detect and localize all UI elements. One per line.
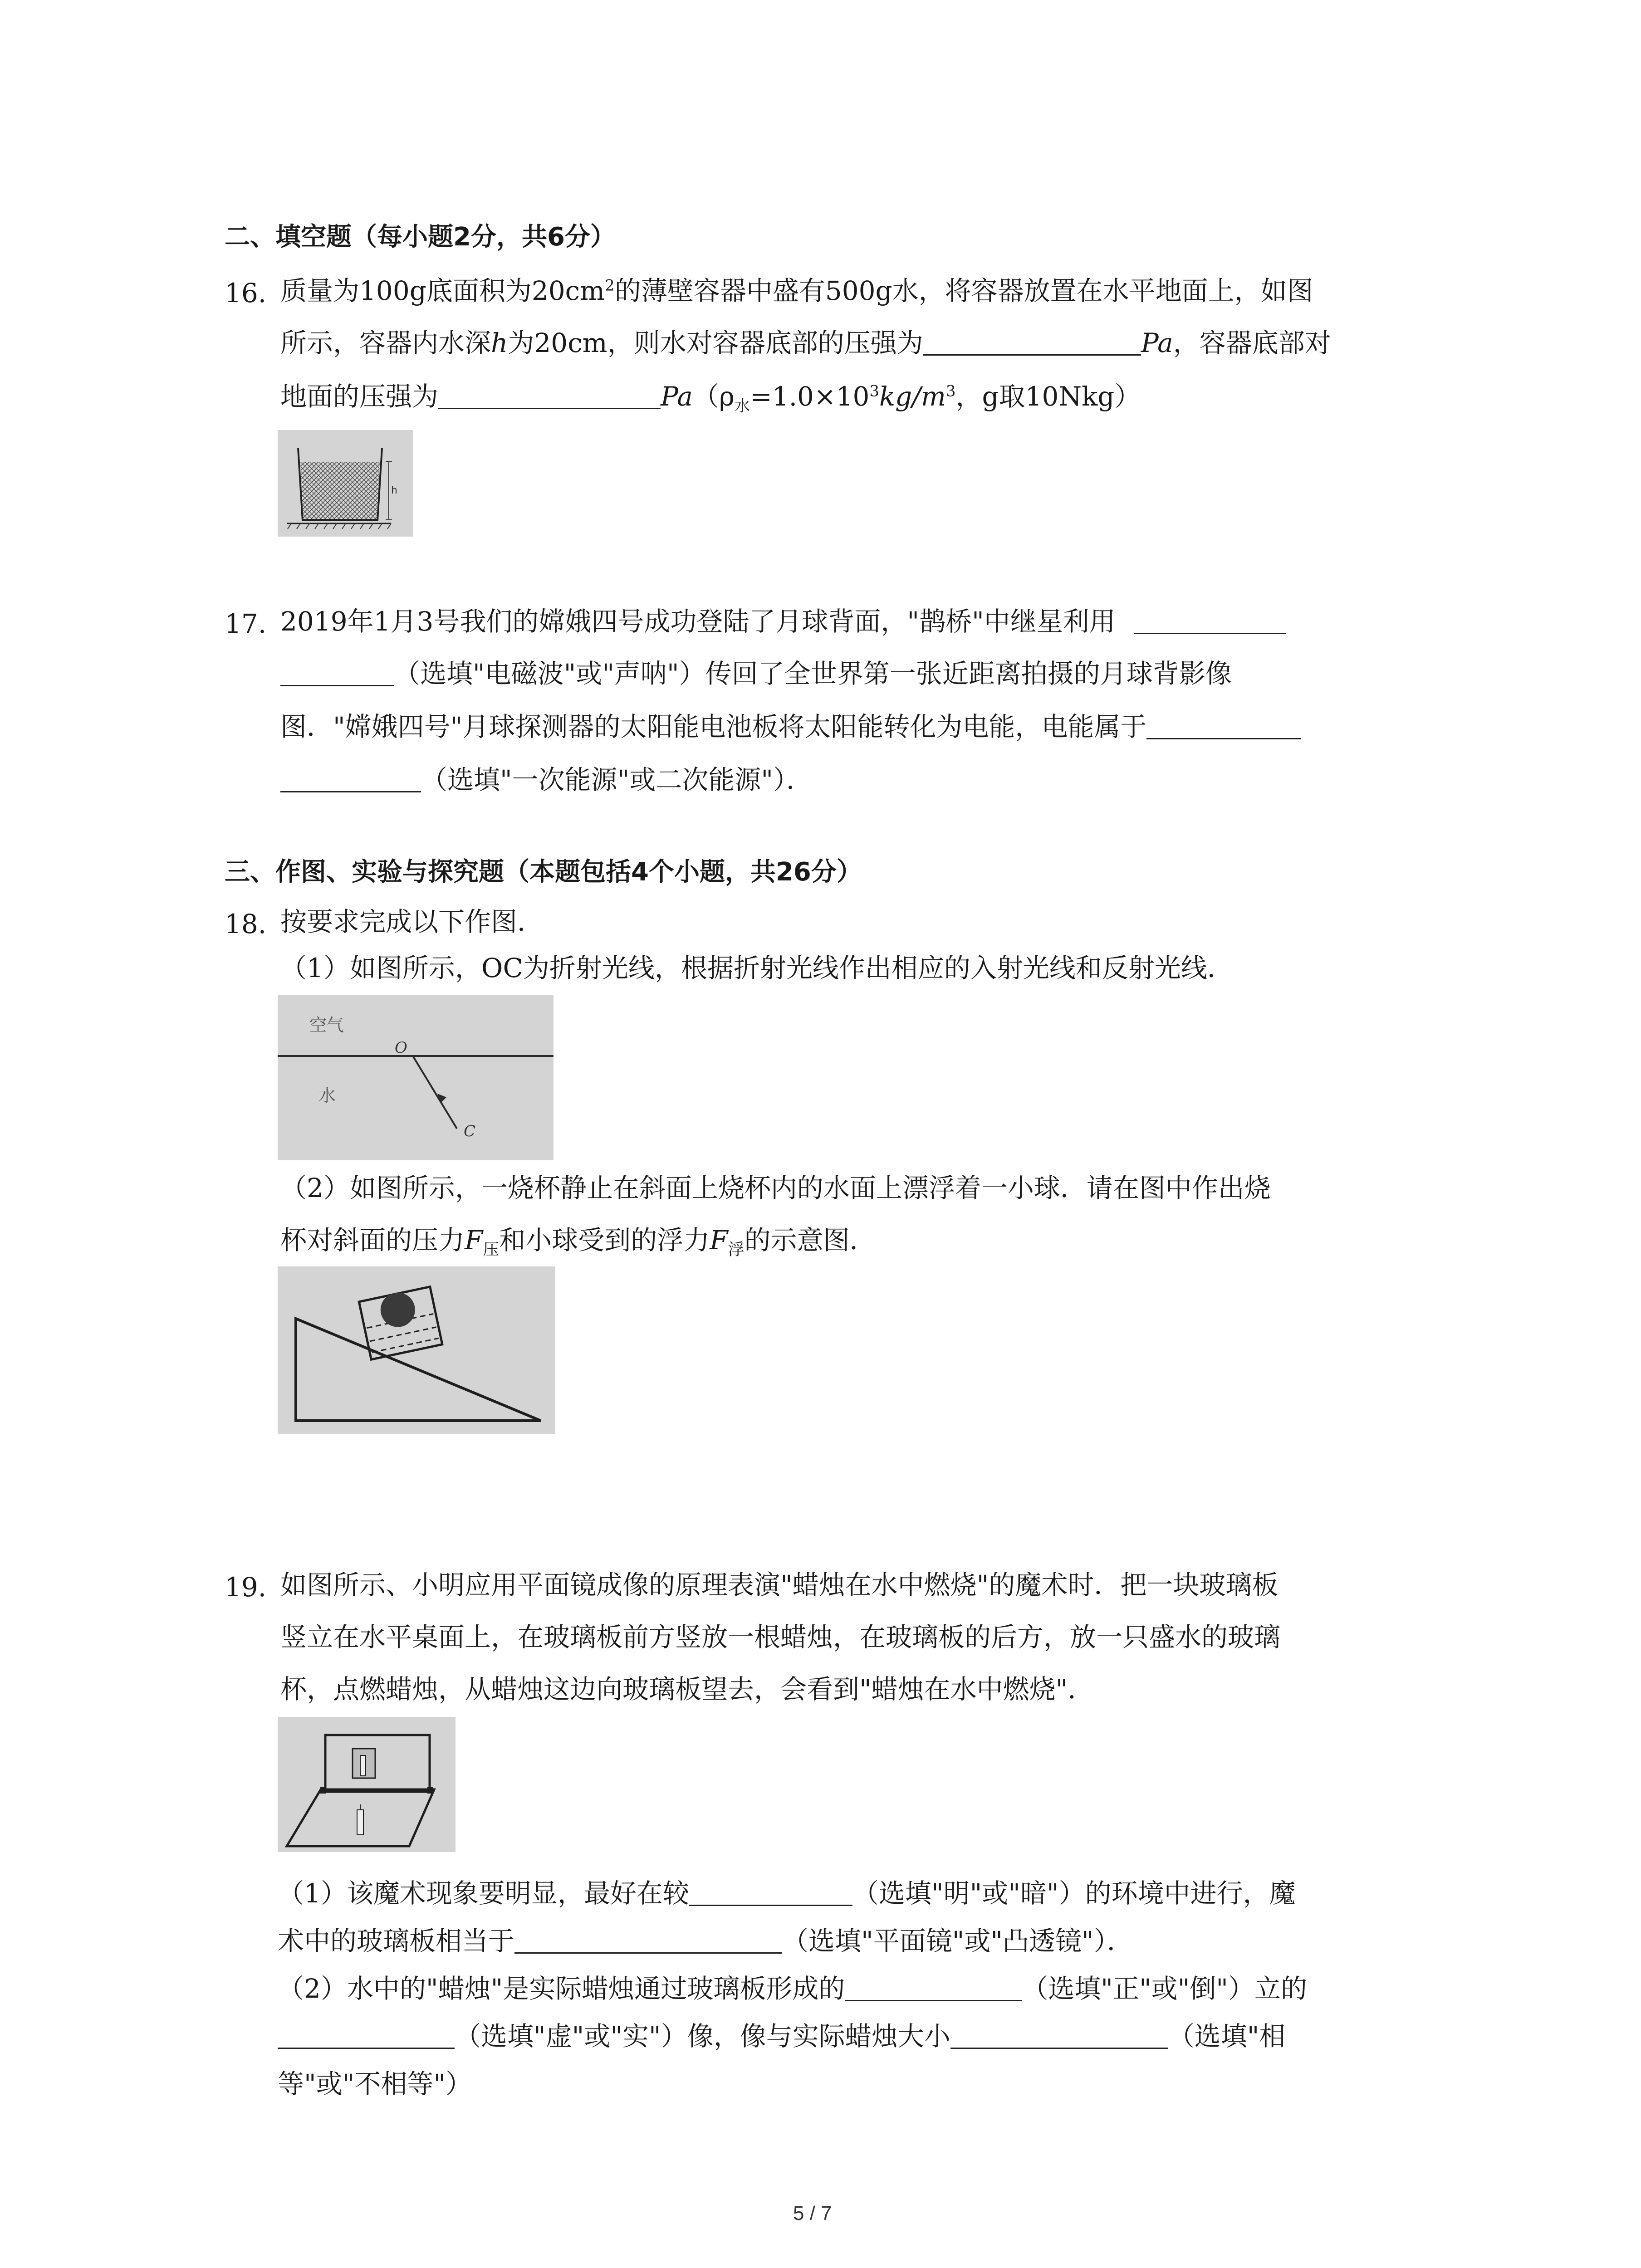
page-number: 5 / 7 <box>793 2202 832 2224</box>
q18-part-1: （1）如图所示，OC为折射光线，根据折射光线作出相应的入射光线和反射光线． <box>280 953 1234 983</box>
question-number-16: 16. <box>225 278 267 308</box>
q18-part-2-line-2: 杯对斜面的压力$F_压$和小球受到的浮力$F_浮$的示意图． <box>280 1225 876 1259</box>
question-number-18: 18. <box>225 909 267 939</box>
q16-line-1: 质量为100g底面积为$20cm^2$的薄壁容器中盛有500g水，将容器放置在水平地面上，如图 <box>280 275 1313 306</box>
point-c-label: C <box>464 1122 476 1140</box>
question-number-19: 19. <box>225 1572 267 1603</box>
refraction-diagram <box>278 995 554 1160</box>
q17-answer-blank-1-cont[interactable] <box>280 661 394 686</box>
section-heading-experiment: 三、作图、实验与探究题（本题包括4个小题，共26分） <box>225 857 862 887</box>
q19-answer-blank-3[interactable] <box>845 1976 1022 2001</box>
q18-incline-figure <box>278 1266 555 1434</box>
q17-answer-blank-2-cont[interactable] <box>280 767 421 792</box>
q19-line-1: 如图所示、小明应用平面镜成像的原理表演"蜡烛在水中燃烧"的魔术时．把一块玻璃板 <box>280 1569 1279 1600</box>
q17-line-2: （选填"电磁波"或"声呐"）传回了全世界第一张近距离拍摄的月球背影像 <box>280 660 1232 687</box>
q17-answer-blank-2[interactable] <box>1146 714 1301 739</box>
q16-line-3: 地面的压强为 $Pa(\rho_水=1.0\times 10^3kg/m^3$，g取10Nkg） <box>280 381 1141 415</box>
section-heading-fill-blank: 二、填空题（每小题2分，共6分） <box>225 222 616 252</box>
q16-line-2: 所示，容器内水深h为20cm，则水对容器底部的压强为 Pa，容器底部对 <box>280 327 1331 358</box>
question-number-17: 17. <box>225 608 267 639</box>
q16-answer-blank-2[interactable] <box>438 384 661 409</box>
depth-label: h <box>391 485 397 496</box>
q17-answer-blank-1[interactable] <box>1134 609 1286 634</box>
q18-part-2-line-1: （2）如图所示，一烧杯静止在斜面上烧杯内的水面上漂浮着一小球．请在图中作出烧 <box>280 1173 1271 1203</box>
q19-part-2-line-3: 等"或"不相等"） <box>278 2068 472 2099</box>
incline-beaker-diagram <box>278 1266 555 1434</box>
water-label: 水 <box>318 1085 336 1105</box>
q19-line-2: 竖立在水平桌面上，在玻璃板前方竖放一根蜡烛，在玻璃板的后方，放一只盛水的玻璃 <box>280 1622 1281 1652</box>
q17-line-1: 2019年1月3号我们的嫦娥四号成功登陆了月球背面，"鹊桥"中继星利用 <box>280 608 1286 635</box>
point-o-label: O <box>395 1039 407 1057</box>
q19-part-2-line-1: （2）水中的"蜡烛"是实际蜡烛通过玻璃板形成的 （选填"正"或"倒"）立的 <box>278 1973 1307 2004</box>
q18-refraction-figure <box>278 995 554 1160</box>
air-label: 空气 <box>309 1015 344 1035</box>
q17-line-3: 图．"嫦娥四号"月球探测器的太阳能电池板将太阳能转化为电能，电能属于 <box>280 714 1301 740</box>
q16-container-figure <box>278 430 413 537</box>
container-diagram <box>278 430 413 537</box>
q16-answer-blank-1[interactable] <box>923 331 1141 356</box>
candle-mirror-diagram <box>278 1717 456 1852</box>
q17-line-4: （选填"一次能源"或二次能源"）． <box>280 767 813 793</box>
q19-answer-blank-2[interactable] <box>514 1929 782 1954</box>
q19-mirror-figure <box>278 1717 456 1852</box>
q19-part-1-line-1: （1）该魔术现象要明显，最好在较 （选填"明"或"暗"）的环境中进行，魔 <box>278 1878 1296 1909</box>
q19-answer-blank-5[interactable] <box>950 2024 1168 2049</box>
q18-intro: 按要求完成以下作图． <box>280 906 544 937</box>
q19-line-3: 杯，点燃蜡烛，从蜡烛这边向玻璃板望去，会看到"蜡烛在水中燃烧"． <box>280 1674 1094 1705</box>
q19-part-2-line-2: （选填"虚"或"实"）像，像与实际蜡烛大小 （选填"相 <box>278 2023 1285 2049</box>
q19-answer-blank-4[interactable] <box>278 2024 455 2049</box>
q19-part-1-line-2: 术中的玻璃板相当于 （选填"平面镜"或"凸透镜"）． <box>278 1926 1133 1956</box>
q19-answer-blank-1[interactable] <box>689 1881 852 1906</box>
